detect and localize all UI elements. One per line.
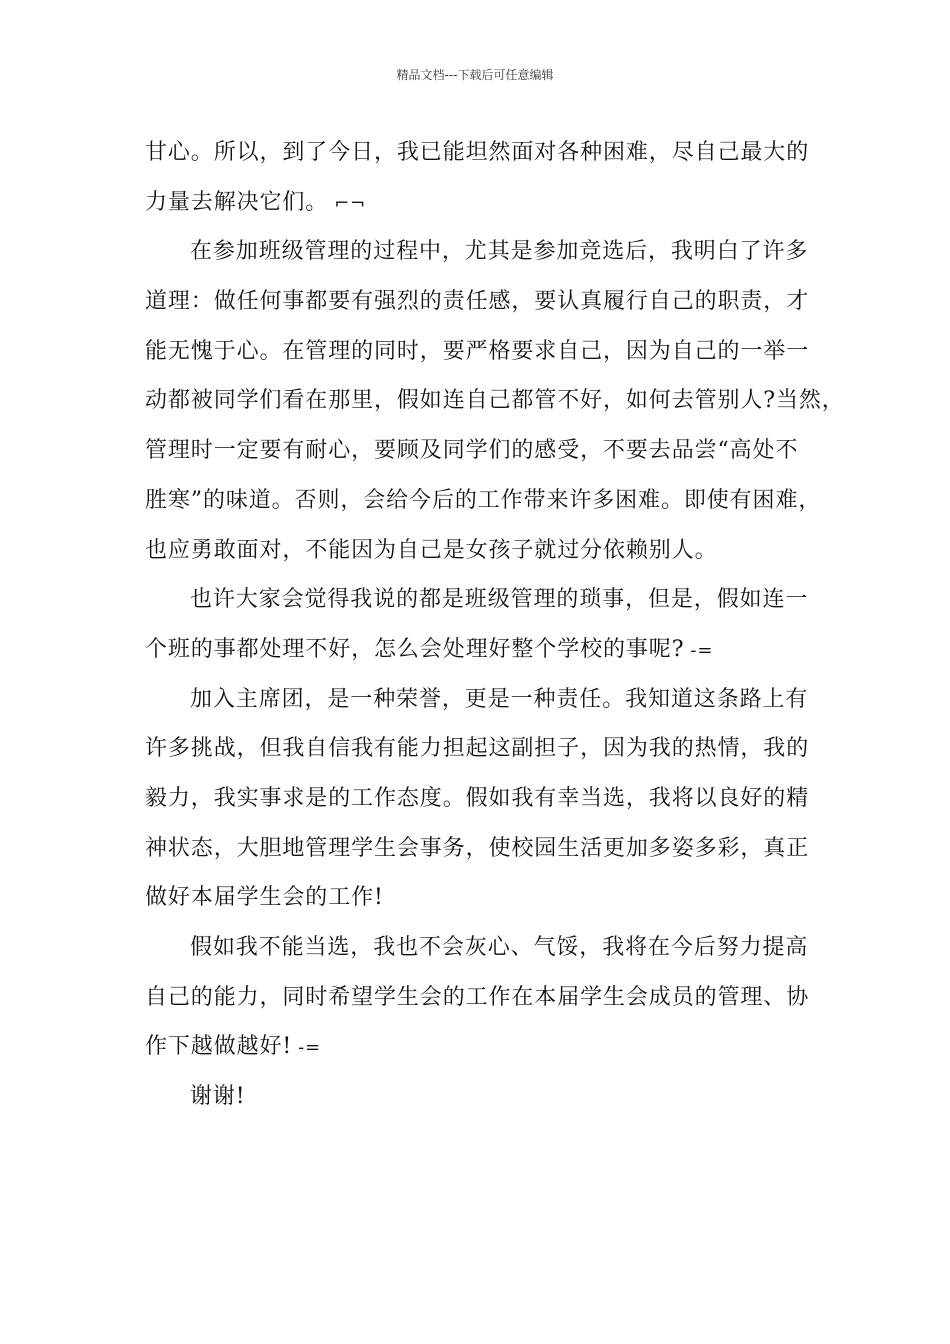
text-line: 谢谢! <box>190 1084 246 1110</box>
page-header: 精品文档---下载后可任意编辑 <box>396 68 554 82</box>
stray-mark: -= <box>690 639 714 661</box>
text-line: 动都被同学们看在那里，假如连自己都管不好，如何去管别人?当然， <box>145 388 845 414</box>
text-line: 甘心。所以，到了今日，我已能坦然面对各种困难，尽自己最大的 <box>145 140 810 165</box>
text-line: 也许大家会觉得我说的都是班级管理的琐事，但是，假如连一 <box>190 587 809 613</box>
paragraph <box>145 923 825 1072</box>
text-line: 自己的能力，同时希望学生会的工作在本届学生会成员的管理、协 <box>145 984 810 1010</box>
text-line: 毅力，我实事求是的工作态度。假如我有幸当选，我将以良好的精 <box>145 785 810 811</box>
paragraph <box>145 575 825 674</box>
text-line: 个班的事都处理不好，怎么会处理好整个学校的事呢? -= <box>145 625 825 675</box>
text-line: 做好本届学生会的工作! <box>145 885 384 911</box>
text-line: 力量去解决它们。 ⌐¬ <box>145 178 825 228</box>
text-line: 胜寒”的味道。否则，会给今后的工作带来许多困难。即使有困难， <box>145 487 822 513</box>
text-line: 道理：做任何事都要有强烈的责任感，要认真履行自己的职责，才 <box>145 289 810 315</box>
text-line: 加入主席团，是一种荣誉，更是一种责任。我知道这条路上有 <box>190 686 809 712</box>
text-line: 管理时一定要有耐心，要顾及同学们的感受，不要去品尝“高处不 <box>145 438 799 464</box>
paragraph <box>145 227 845 575</box>
text-line: 能无愧于心。在管理的同时，要严格要求自己，因为自己的一举一 <box>145 338 810 364</box>
paragraph <box>145 128 825 227</box>
stray-mark: -= <box>298 1037 322 1059</box>
text-line: 许多挑战，但我自信我有能力担起这副担子，因为我的热情，我的 <box>145 736 810 762</box>
document-body <box>145 128 845 1122</box>
text-line: 作下越做越好! -= <box>145 1022 825 1072</box>
text-line: 假如我不能当选，我也不会灰心、气馁，我将在今后努力提高 <box>190 935 809 960</box>
text-line: 神状态，大胆地管理学生会事务，使校园生活更加多姿多彩，真正 <box>145 835 810 861</box>
text-line: 也应勇敢面对，不能因为自己是女孩子就过分依赖别人。 <box>145 537 718 563</box>
stray-mark: ⌐¬ <box>334 192 367 214</box>
paragraph <box>145 675 825 923</box>
text-line: 在参加班级管理的过程中，尤其是参加竞选后，我明白了许多 <box>190 239 809 265</box>
paragraph <box>145 1072 825 1122</box>
